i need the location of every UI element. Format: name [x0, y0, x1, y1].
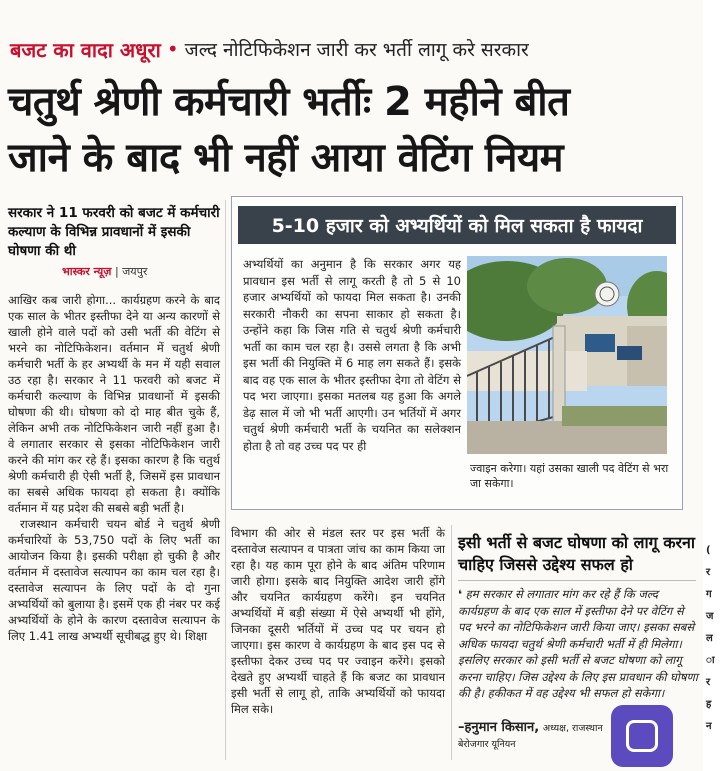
byline-city: | जयपुर	[114, 265, 148, 278]
kicker-label: बजट का वादा अधूरा	[10, 37, 161, 62]
edge-char: र	[706, 677, 711, 688]
headline-line-1: चतुर्थ श्रेणी कर्मचारी भर्तीः 2 महीने बीत	[8, 79, 570, 125]
edge-char: (	[706, 545, 711, 556]
edge-char: ग	[706, 589, 712, 600]
byline-source: भास्कर न्यूज़	[62, 265, 112, 278]
column-divider-2	[451, 525, 452, 760]
column-divider	[225, 200, 226, 760]
article-body-middle: विभाग की ओर से मंडल स्तर पर इस भर्ती के दस्तावेज सत्यापन व पात्रता जांच का काम किया जा रहा है। यह काम पूरा होने के बाद अंतिम परिणाम जारी होगा। इसके बाद नियुक्ति आदेश जारी होंगे और चयनित कार्यग्रहण करेंगे। इन चयनित अभ्यर्थियों में बड़ी संख्या में ऐसे अभ्यर्थी भी होंगे, जिनका दूसरी भर्तियों में उच्च पद पर चयन हो जाएगा। इस कारण वे कार्यग्रहण के बाद इस पद से इस्तीफा देकर उच्च पद पर ज्वाइन करेंगे। इसको देखते हुए अभ्यर्थी चाहते हैं कि बजट का प्रावधान इसी भर्ती से लागू हो, ताकि अभ्यर्थियों को फायदा मिल सके।	[231, 526, 445, 716]
headline	[8, 74, 703, 186]
quote-author-role: अध्यक्ष, राजस्थान	[542, 723, 603, 734]
kicker	[10, 30, 700, 68]
kicker-subtitle: जल्द नोटिफिकेशन जारी कर भर्ती लागू करे सरकार	[184, 39, 529, 61]
feature-box-title: 5-10 हजार को अभ्यर्थियों को मिल सकता है फायदा	[238, 206, 676, 244]
quote-author-org: बेरोजगार यूनियन	[458, 739, 516, 750]
byline	[62, 264, 147, 279]
office-gate-photo	[467, 256, 667, 454]
edge-char: न	[706, 721, 712, 732]
quote-text	[458, 586, 698, 702]
adjacent-page-fragment	[706, 540, 718, 738]
edge-char: ज	[706, 611, 714, 622]
crop-icon	[626, 720, 658, 752]
article-body-left	[8, 292, 220, 644]
quote-body: हम सरकार से लगातार मांग कर रहे हैं कि जल्द कार्यग्रहण के बाद एक साल में इस्तीफा देने पर वेटिंग से पद भरने का नोटिफिकेशन जारी किया जाए। इसका सबसे अधिक फायदा चतुर्थ श्रेणी कर्मचारी भर्ती में ही मिलेगा। इसलिए सरकार को इसी भर्ती से बजट घोषणा को लागू करना चाहिए। जिस उद्देश्य के लिए इस प्रावधान की घोषणा की है। हकीकत में वह उद्देश्य भी सफल हो सकेगा।	[458, 587, 698, 700]
feature-box-text: अभ्यर्थियों का अनुमान है कि सरकार अगर यह प्रावधान इस भर्ती से लागू करती है तो 5 से 10 हजार अभ्यर्थियों को फायदा मिल सकता है। उनकी सरकारी नौकरी का सपना साकार हो सकता है। उन्होंने कहा कि जिस गति से चतुर्थ श्रेणी कर्मचारी भर्ती का काम चल रहा है। उससे लगता है कि अभी इस भर्ती की नियुक्ति में 6 माह लग सकते हैं। इसके बाद वह एक साल के भीतर इस्तीफा देगा तो वेटिंग से पद भरा जाएगा। इसका मतलब यह हुआ कि अगले डेढ़ साल में जो भी भर्ती आएगी। उन भर्तियों में अगर चतुर्थ श्रेणी कर्मचारी भर्ती के चयनित का सलेक्शन होता है तो वह उच्च पद पर ही	[243, 257, 461, 453]
quote-heading: इसी भर्ती से बजट घोषणा को लागू करना चाहिए जिससे उद्देश्य सफल हो	[458, 533, 696, 574]
headline-line-2: जाने के बाद भी नहीं आया वेटिंग नियम	[8, 135, 564, 181]
quote-author: –हनुमान किसान,	[458, 720, 540, 735]
quote-rule	[458, 580, 696, 581]
body-paragraph-2: राजस्थान कर्मचारी चयन बोर्ड ने चतुर्थ श्रेणी कर्मचारियों के 53,750 पदों के लिए भर्ती का आयोजन किया है। इसकी परीक्षा हो चुकी है और वर्तमान में दस्तावेज सत्यापन का काम चल रहा है। दस्तावेज सत्यापन के लिए पदों के दो गुना अभ्यर्थियों को बुलाया है। इसमें एक ही नंबर पर कई अभ्यर्थियों के होने के कारण दस्तावेज सत्यापन के लिए 1.41 लाख अभ्यर्थी सूचीबद्ध हुए थे। शिक्षा	[8, 517, 220, 643]
edge-char: ह	[706, 699, 712, 710]
photo-caption: ज्वाइन करेगा। यहां उसका खाली पद वेटिंग से भरा जा सकेगा।	[470, 462, 669, 490]
kicker-separator: •	[166, 37, 179, 61]
lead-summary: सरकार ने 11 फरवरी को बजट में कर्मचारी कल्याण के विभिन्न प्रावधानों में इसकी घोषणा की थी	[8, 205, 220, 259]
edge-char: ल	[706, 633, 713, 644]
edge-char: ा	[706, 655, 715, 666]
photo-illustration	[467, 256, 667, 454]
edge-char: र	[706, 567, 711, 578]
quote-mark-icon: ❛	[458, 587, 462, 601]
body-paragraph-1: आखिर कब जारी होगा... कार्यग्रहण करने के बाद एक साल के भीतर इस्तीफा देने या अन्य कारणों से खाली होने वाले पदों को उसी भर्ती की वेटिंग से भरने का नोटिफिकेशन। वर्तमान में चतुर्थ श्रेणी कर्मचारी भर्ती के हर अभ्यर्थी के मन में यही सवाल उठ रहा है। सरकार ने 11 फरवरी को बजट में कर्मचारी कल्याण के विभिन्न प्रावधानों में इसकी घोषणा की थी। घोषणा को दो माह बीत चुके हैं, लेकिन अभी तक नोटिफिकेशन जारी नहीं हुआ है। वे लगातार सरकार से इसका नोटिफिकेशन जारी करने की मांग कर रहे हैं। इसका कारण है कि चतुर्थ श्रेणी कर्मचारी ही ऐसी भर्ती है, जिसमें इस प्रावधान का सबसे अधिक फायदा हो सकता है। क्योंकि वर्तमान में यह प्रदेश की सबसे बड़ी भर्ती है।	[8, 293, 220, 515]
